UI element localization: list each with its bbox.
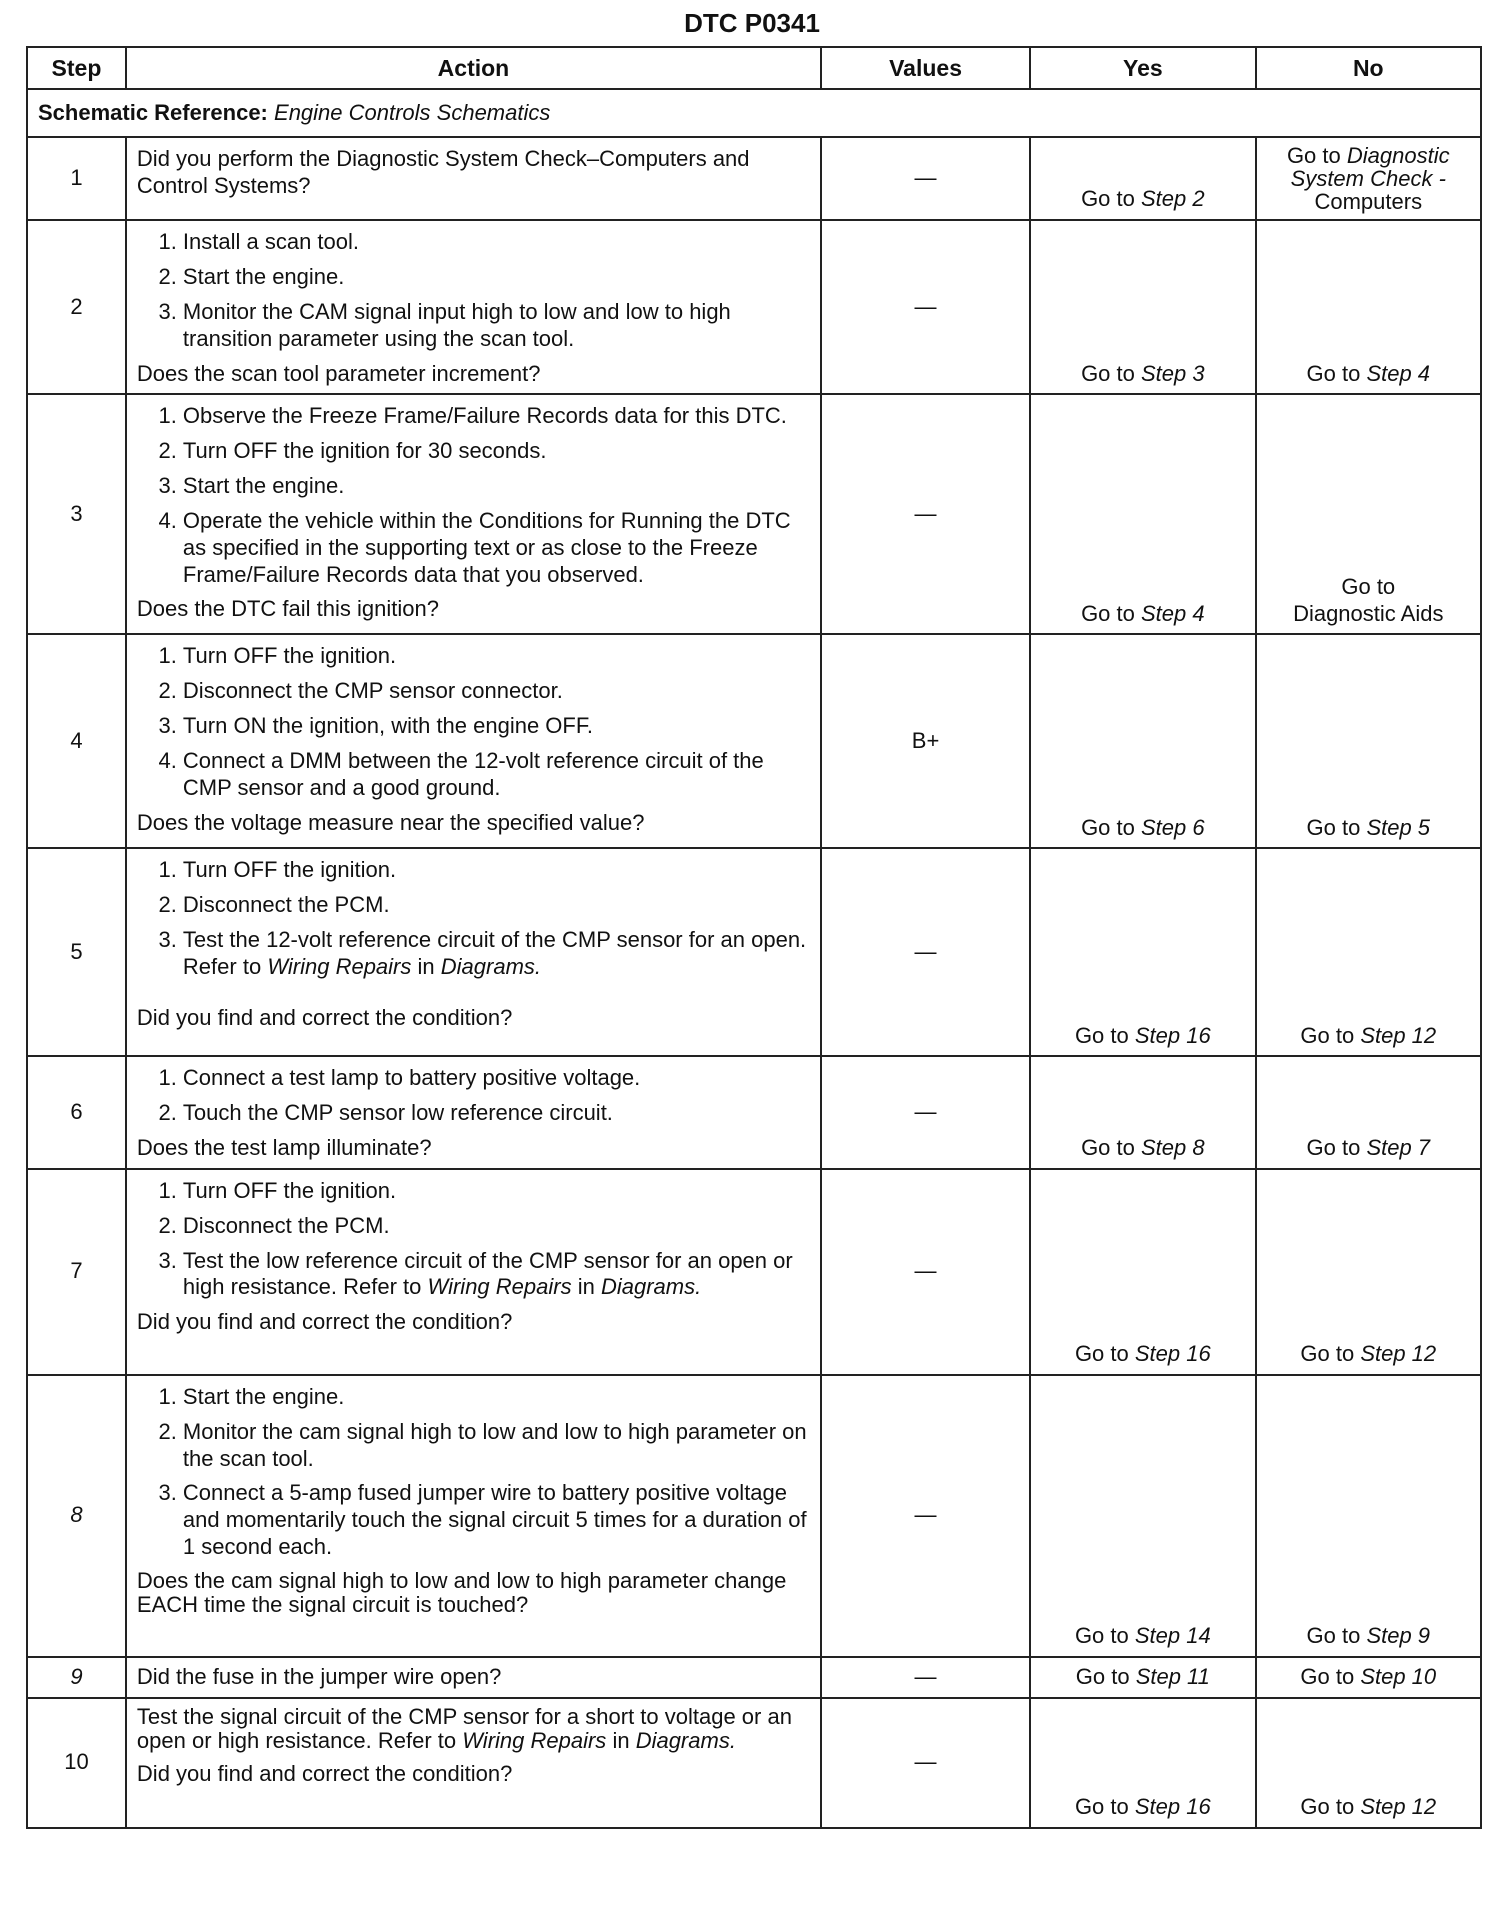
goto-prefix: Go to xyxy=(1300,1663,1355,1689)
goto-link[interactable]: Step 12 xyxy=(1360,1341,1437,1367)
action-cell xyxy=(126,1657,821,1698)
substep: 4. Operate the vehicle within the Conditions for Running the DTC as specified in the supporting text or as close to the Freeze Frame/Failure Records data that you observed. xyxy=(183,508,810,588)
substep: 1. Connect a test lamp to battery positive voltage. xyxy=(183,1065,810,1092)
goto-prefix: Go to xyxy=(1300,1022,1355,1048)
goto-prefix: Go to xyxy=(1306,1135,1361,1161)
substep-list xyxy=(137,229,810,352)
no-cell xyxy=(1256,394,1481,634)
diagnostic-table xyxy=(26,46,1482,1829)
substep-text: Test the low reference circuit of the CMP sensor for an open or high resistance. Refer to xyxy=(182,1247,793,1300)
diagrams-link[interactable]: Diagrams. xyxy=(635,1727,736,1753)
table-row xyxy=(27,1657,1481,1698)
substep: 2. Touch the CMP sensor low reference circuit. xyxy=(183,1100,810,1127)
table-row xyxy=(27,634,1481,848)
substep: 3. Connect a 5-amp fused jumper wire to battery positive voltage and momentarily touch the signal circuit 5 times for a duration of 1 second each. xyxy=(183,1480,810,1560)
goto-link[interactable]: Step 4 xyxy=(1141,600,1205,626)
no-cell xyxy=(1256,1056,1481,1168)
schematic-reference-row xyxy=(27,89,1481,137)
goto-prefix: Go to xyxy=(1081,814,1135,840)
action-cell xyxy=(126,1169,821,1375)
goto-link[interactable]: Diagnostic System Check - xyxy=(1290,143,1450,192)
substep: 1. Start the engine. xyxy=(183,1384,810,1411)
header-yes: Yes xyxy=(1030,47,1255,89)
substep-text: in xyxy=(577,1274,595,1300)
value-cell: — xyxy=(821,1698,1030,1828)
goto-prefix: Go to xyxy=(1074,1793,1129,1819)
step-number: 2 xyxy=(27,220,126,394)
question-text: Did you find and correct the condition? xyxy=(136,1004,513,1030)
goto-link[interactable]: Step 12 xyxy=(1360,1793,1437,1819)
no-cell xyxy=(1256,1657,1481,1698)
goto-prefix: Go to xyxy=(1341,573,1396,599)
substep: 2. Disconnect the CMP sensor connector. xyxy=(183,678,810,705)
substep: 3. Start the engine. xyxy=(183,473,810,500)
goto-prefix: Go to xyxy=(1306,360,1361,386)
goto-link[interactable]: Step 10 xyxy=(1360,1663,1437,1689)
action-cell xyxy=(126,137,821,220)
goto-link[interactable]: Step 3 xyxy=(1141,360,1205,386)
header-values: Values xyxy=(821,47,1030,89)
header-action: Action xyxy=(126,47,821,89)
no-cell xyxy=(1256,220,1481,394)
step-number: 1 xyxy=(27,137,126,220)
substep-list xyxy=(137,1178,810,1301)
no-cell xyxy=(1256,848,1481,1056)
step-number: 7 xyxy=(27,1169,126,1375)
goto-link[interactable]: Step 5 xyxy=(1366,814,1431,840)
question-text: Did the fuse in the jumper wire open? xyxy=(136,1663,502,1689)
substep-list xyxy=(137,403,810,588)
schematic-reference xyxy=(27,89,1481,137)
goto-prefix: Go to xyxy=(1286,143,1341,168)
yes-cell xyxy=(1030,1056,1255,1168)
table-row xyxy=(27,848,1481,1056)
goto-prefix: Go to xyxy=(1081,186,1135,212)
diagrams-link[interactable]: Diagrams. xyxy=(600,1274,702,1300)
action-cell xyxy=(126,394,821,634)
yes-cell xyxy=(1030,1657,1255,1698)
step-number: 4 xyxy=(27,634,126,848)
substep-list xyxy=(137,643,810,801)
goto-prefix: Go to xyxy=(1300,1341,1355,1367)
question-text: Does the scan tool parameter increment? xyxy=(136,360,541,386)
yes-cell xyxy=(1030,634,1255,848)
action-text-body: Test the signal circuit of the CMP sensor for a short to voltage or an open or high resistance. Refer to xyxy=(136,1703,792,1753)
substep: 2. Disconnect the PCM. xyxy=(183,1213,810,1240)
schematic-link[interactable]: Engine Controls Schematics xyxy=(274,99,551,125)
no-cell xyxy=(1256,1169,1481,1375)
action-cell xyxy=(126,634,821,848)
table-header-row xyxy=(27,47,1481,89)
page-title: DTC P0341 xyxy=(684,8,820,38)
yes-cell xyxy=(1030,137,1255,220)
yes-cell xyxy=(1030,1698,1255,1828)
yes-cell xyxy=(1030,1375,1255,1657)
table-row xyxy=(27,137,1481,220)
goto-link[interactable]: Diagnostic Aids xyxy=(1293,600,1444,626)
question-text: Did you find and correct the condition? xyxy=(136,1309,513,1335)
substep: 1. Turn OFF the ignition. xyxy=(183,643,810,670)
goto-link[interactable]: Step 16 xyxy=(1134,1793,1211,1819)
substep-text: in xyxy=(417,953,435,979)
table-row xyxy=(27,1375,1481,1657)
table-row xyxy=(27,220,1481,394)
wiring-repairs-link[interactable]: Wiring Repairs xyxy=(427,1274,572,1300)
substep: 1. Install a scan tool. xyxy=(183,229,810,256)
action-text-body: in xyxy=(612,1727,630,1753)
action-cell xyxy=(126,220,821,394)
step-number: 6 xyxy=(27,1056,126,1168)
substep: 2. Disconnect the PCM. xyxy=(183,892,810,919)
goto-link[interactable]: Step 9 xyxy=(1366,1623,1431,1649)
no-cell xyxy=(1256,634,1481,848)
goto-link[interactable]: Step 8 xyxy=(1141,1135,1205,1161)
substep: 3. Monitor the CAM signal input high to low and low to high transition parameter using the scan tool. xyxy=(183,299,810,353)
goto-link[interactable]: Step 4 xyxy=(1366,360,1431,386)
substep: 4. Connect a DMM between the 12-volt reference circuit of the CMP sensor and a good ground. xyxy=(183,748,810,802)
value-cell: — xyxy=(821,1657,1030,1698)
substep: 1. Observe the Freeze Frame/Failure Records data for this DTC. xyxy=(183,403,810,430)
substep: 2. Turn OFF the ignition for 30 seconds. xyxy=(183,438,810,465)
goto-prefix: Go to xyxy=(1081,1135,1135,1161)
no-cell xyxy=(1256,1375,1481,1657)
goto-link[interactable]: Step 14 xyxy=(1134,1623,1211,1649)
step-number: 9 xyxy=(27,1657,126,1698)
wiring-repairs-link[interactable]: Wiring Repairs xyxy=(462,1727,607,1753)
substep: 2. Monitor the cam signal high to low and low to high parameter on the scan tool. xyxy=(183,1419,810,1473)
action-cell xyxy=(126,1056,821,1168)
no-cell xyxy=(1256,137,1481,220)
value-cell: — xyxy=(821,220,1030,394)
step-number: 3 xyxy=(27,394,126,634)
goto-prefix: Go to xyxy=(1074,1341,1129,1367)
question-text: Did you perform the Diagnostic System Check–Computers and Control Systems? xyxy=(136,146,750,198)
schematic-label: Schematic Reference: xyxy=(38,99,268,125)
question-text: Does the test lamp illuminate? xyxy=(136,1135,432,1161)
diagrams-link[interactable]: Diagrams. xyxy=(440,953,542,979)
substep-list xyxy=(137,1065,810,1127)
goto-prefix: Go to xyxy=(1306,1623,1361,1649)
yes-cell xyxy=(1030,394,1255,634)
goto-prefix: Go to xyxy=(1074,1022,1129,1048)
question-text: Does the DTC fail this ignition? xyxy=(136,596,439,622)
table-row xyxy=(27,394,1481,634)
no-cell xyxy=(1256,1698,1481,1828)
value-cell: — xyxy=(821,1375,1030,1657)
goto-link[interactable]: Step 12 xyxy=(1360,1022,1437,1048)
step-number: 5 xyxy=(27,848,126,1056)
header-step: Step xyxy=(27,47,126,89)
substep: 1. Turn OFF the ignition. xyxy=(183,1178,810,1205)
substep xyxy=(183,927,810,981)
action-text xyxy=(137,1705,810,1753)
value-cell: — xyxy=(821,1169,1030,1375)
yes-cell xyxy=(1030,1169,1255,1375)
value-cell: — xyxy=(821,848,1030,1056)
goto-link[interactable]: Step 16 xyxy=(1134,1341,1211,1367)
action-cell xyxy=(126,1698,821,1828)
value-cell: — xyxy=(821,137,1030,220)
substep: 2. Start the engine. xyxy=(183,264,810,291)
question-text: Does the cam signal high to low and low to high parameter change EACH time the signal circuit is touched? xyxy=(136,1567,787,1618)
table-row xyxy=(27,1056,1481,1168)
substep: 1. Turn OFF the ignition. xyxy=(183,857,810,884)
goto-suffix: Computers xyxy=(1314,189,1423,215)
goto-link[interactable]: Step 7 xyxy=(1366,1135,1431,1161)
substep: 3. Turn ON the ignition, with the engine OFF. xyxy=(183,713,810,740)
substep xyxy=(183,1248,810,1302)
value-cell: — xyxy=(821,394,1030,634)
question-text: Does the voltage measure near the specified value? xyxy=(136,809,645,835)
goto-prefix: Go to xyxy=(1074,1623,1129,1649)
substep-list xyxy=(137,857,810,980)
goto-prefix: Go to xyxy=(1075,1663,1130,1689)
question-text: Did you find and correct the condition? xyxy=(136,1761,513,1787)
substep-text: Test the 12-volt reference circuit of the CMP sensor for an open. Refer to xyxy=(182,927,807,979)
goto-prefix: Go to xyxy=(1300,1793,1355,1819)
yes-cell xyxy=(1030,848,1255,1056)
step-number: 10 xyxy=(27,1698,126,1828)
goto-prefix: Go to xyxy=(1081,600,1135,626)
goto-link[interactable]: Step 16 xyxy=(1134,1022,1211,1048)
step-number: 8 xyxy=(27,1375,126,1657)
table-row xyxy=(27,1698,1481,1828)
yes-cell xyxy=(1030,220,1255,394)
wiring-repairs-link[interactable]: Wiring Repairs xyxy=(267,953,412,979)
goto-prefix: Go to xyxy=(1081,360,1135,386)
value-cell: — xyxy=(821,1056,1030,1168)
goto-prefix: Go to xyxy=(1306,814,1361,840)
value-cell: B+ xyxy=(821,634,1030,848)
goto-link[interactable]: Step 6 xyxy=(1141,814,1205,840)
header-no: No xyxy=(1256,47,1481,89)
action-cell xyxy=(126,1375,821,1657)
substep-list xyxy=(137,1384,810,1561)
table-row xyxy=(27,1169,1481,1375)
action-cell xyxy=(126,848,821,1056)
goto-link[interactable]: Step 11 xyxy=(1135,1663,1210,1689)
goto-link[interactable]: Step 2 xyxy=(1141,186,1205,212)
